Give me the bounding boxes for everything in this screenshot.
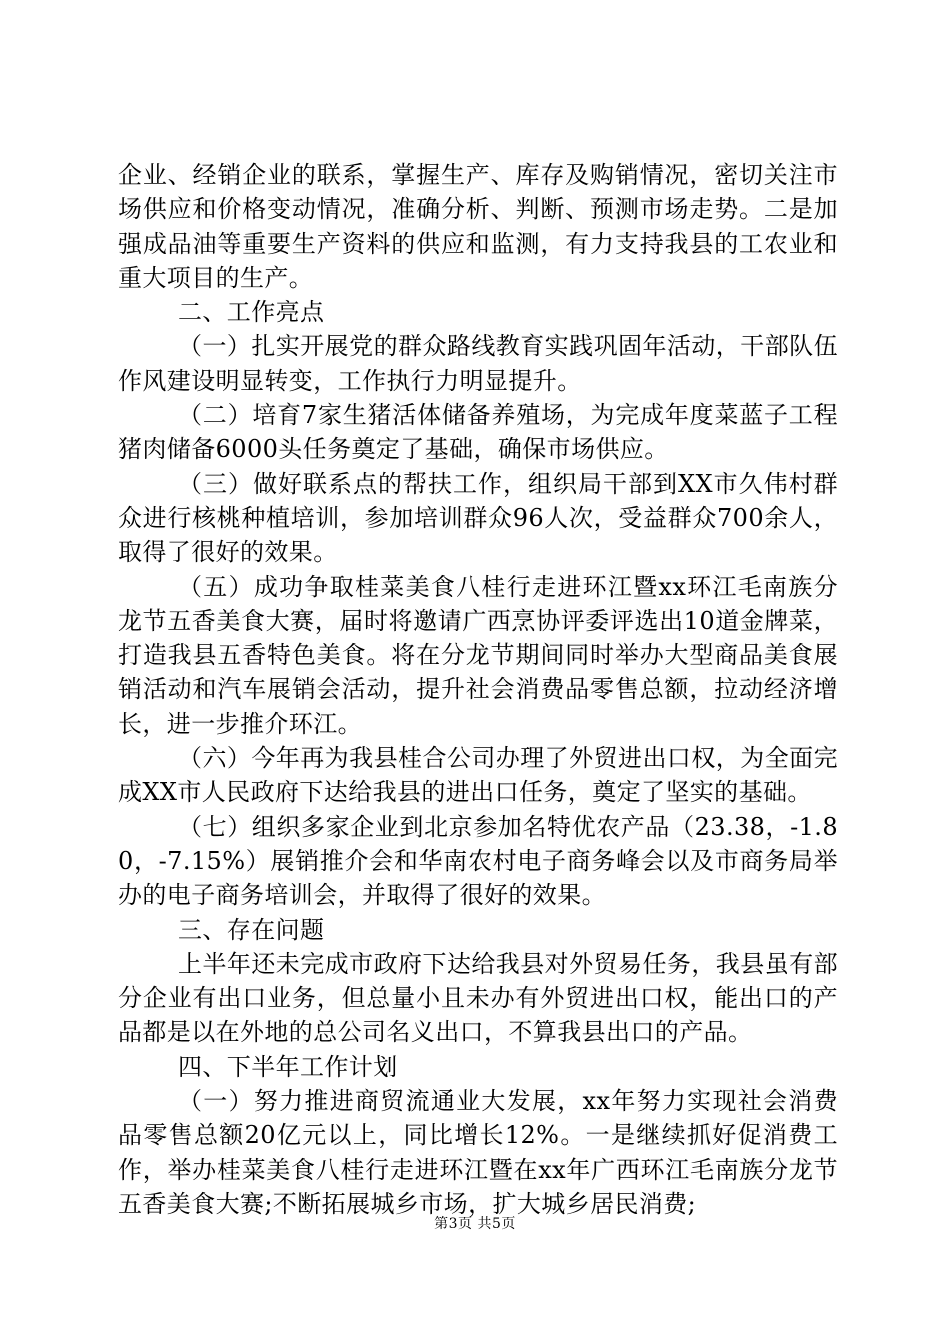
section-heading-highlights: 二、工作亮点 — [178, 298, 325, 327]
section-heading-problems: 三、存在问题 — [178, 915, 325, 944]
paragraph-problems: 上半年还未完成市政府下达给我县对外贸易任务，我县虽有部分企业有出口业务，但总量小且未办有外贸进出口权，能出口的产品都是以在外地的总公司名义出口，不算我县出口的产品。 — [118, 949, 838, 1047]
paragraph-item-5: （五）成功争取桂菜美食八桂行走进环江暨xx环江毛南族分龙节五香美食大赛，届时将邀请广西烹协评委评选出10道金牌菜，打造我县五香特色美食。将在分龙节期间同时举办大型商品美食展销活动和汽车展销会活动，提升社会消费品零售总额，拉动经济增长，进一步推介环江。 — [118, 572, 838, 738]
paragraph-item-1: （一）扎实开展党的群众路线教育实践巩固年活动，干部队伍作风建设明显转变，工作执行力明显提升。 — [118, 332, 838, 395]
paragraph-plan-1: （一）努力推进商贸流通业大发展，xx年努力实现社会消费品零售总额20亿元以上，同比增长12%。一是继续抓好促消费工作，举办桂菜美食八桂行走进环江暨在xx年广西环江毛南族分龙节五香美食大赛;不断拓展城乡市场，扩大城乡居民消费; — [118, 1087, 838, 1218]
paragraph-item-7: （七）组织多家企业到北京参加名特优农产品（23.38，-1.80，-7.15%）展销推介会和华南农村电子商务峰会以及市商务局举办的电子商务培训会，并取得了很好的效果。 — [118, 812, 838, 910]
paragraph-item-2: （二）培育7家生猪活体储备养殖场，为完成年度菜蓝子工程猪肉储备6000头任务奠定了基础，确保市场供应。 — [118, 401, 838, 464]
page-number-footer: 第3页 共5页 — [434, 1216, 516, 1232]
document-body — [118, 158, 838, 1221]
paragraph-item-3: （三）做好联系点的帮扶工作，组织局干部到XX市久伟村群众进行核桃种植培训，参加培训群众96人次，受益群众700余人，取得了很好的效果。 — [118, 469, 838, 567]
paragraph-continuation: 企业、经销企业的联系，掌握生产、库存及购销情况，密切关注市场供应和价格变动情况，准确分析、判断、预测市场走势。二是加强成品油等重要生产资料的供应和监测，有力支持我县的工农业和重大项目的生产。 — [118, 161, 838, 292]
paragraph-item-6: （六）今年再为我县桂合公司办理了外贸进出口权，为全面完成XX市人民政府下达给我县的进出口任务，奠定了坚实的基础。 — [118, 744, 838, 807]
section-heading-plan: 四、下半年工作计划 — [178, 1052, 398, 1081]
